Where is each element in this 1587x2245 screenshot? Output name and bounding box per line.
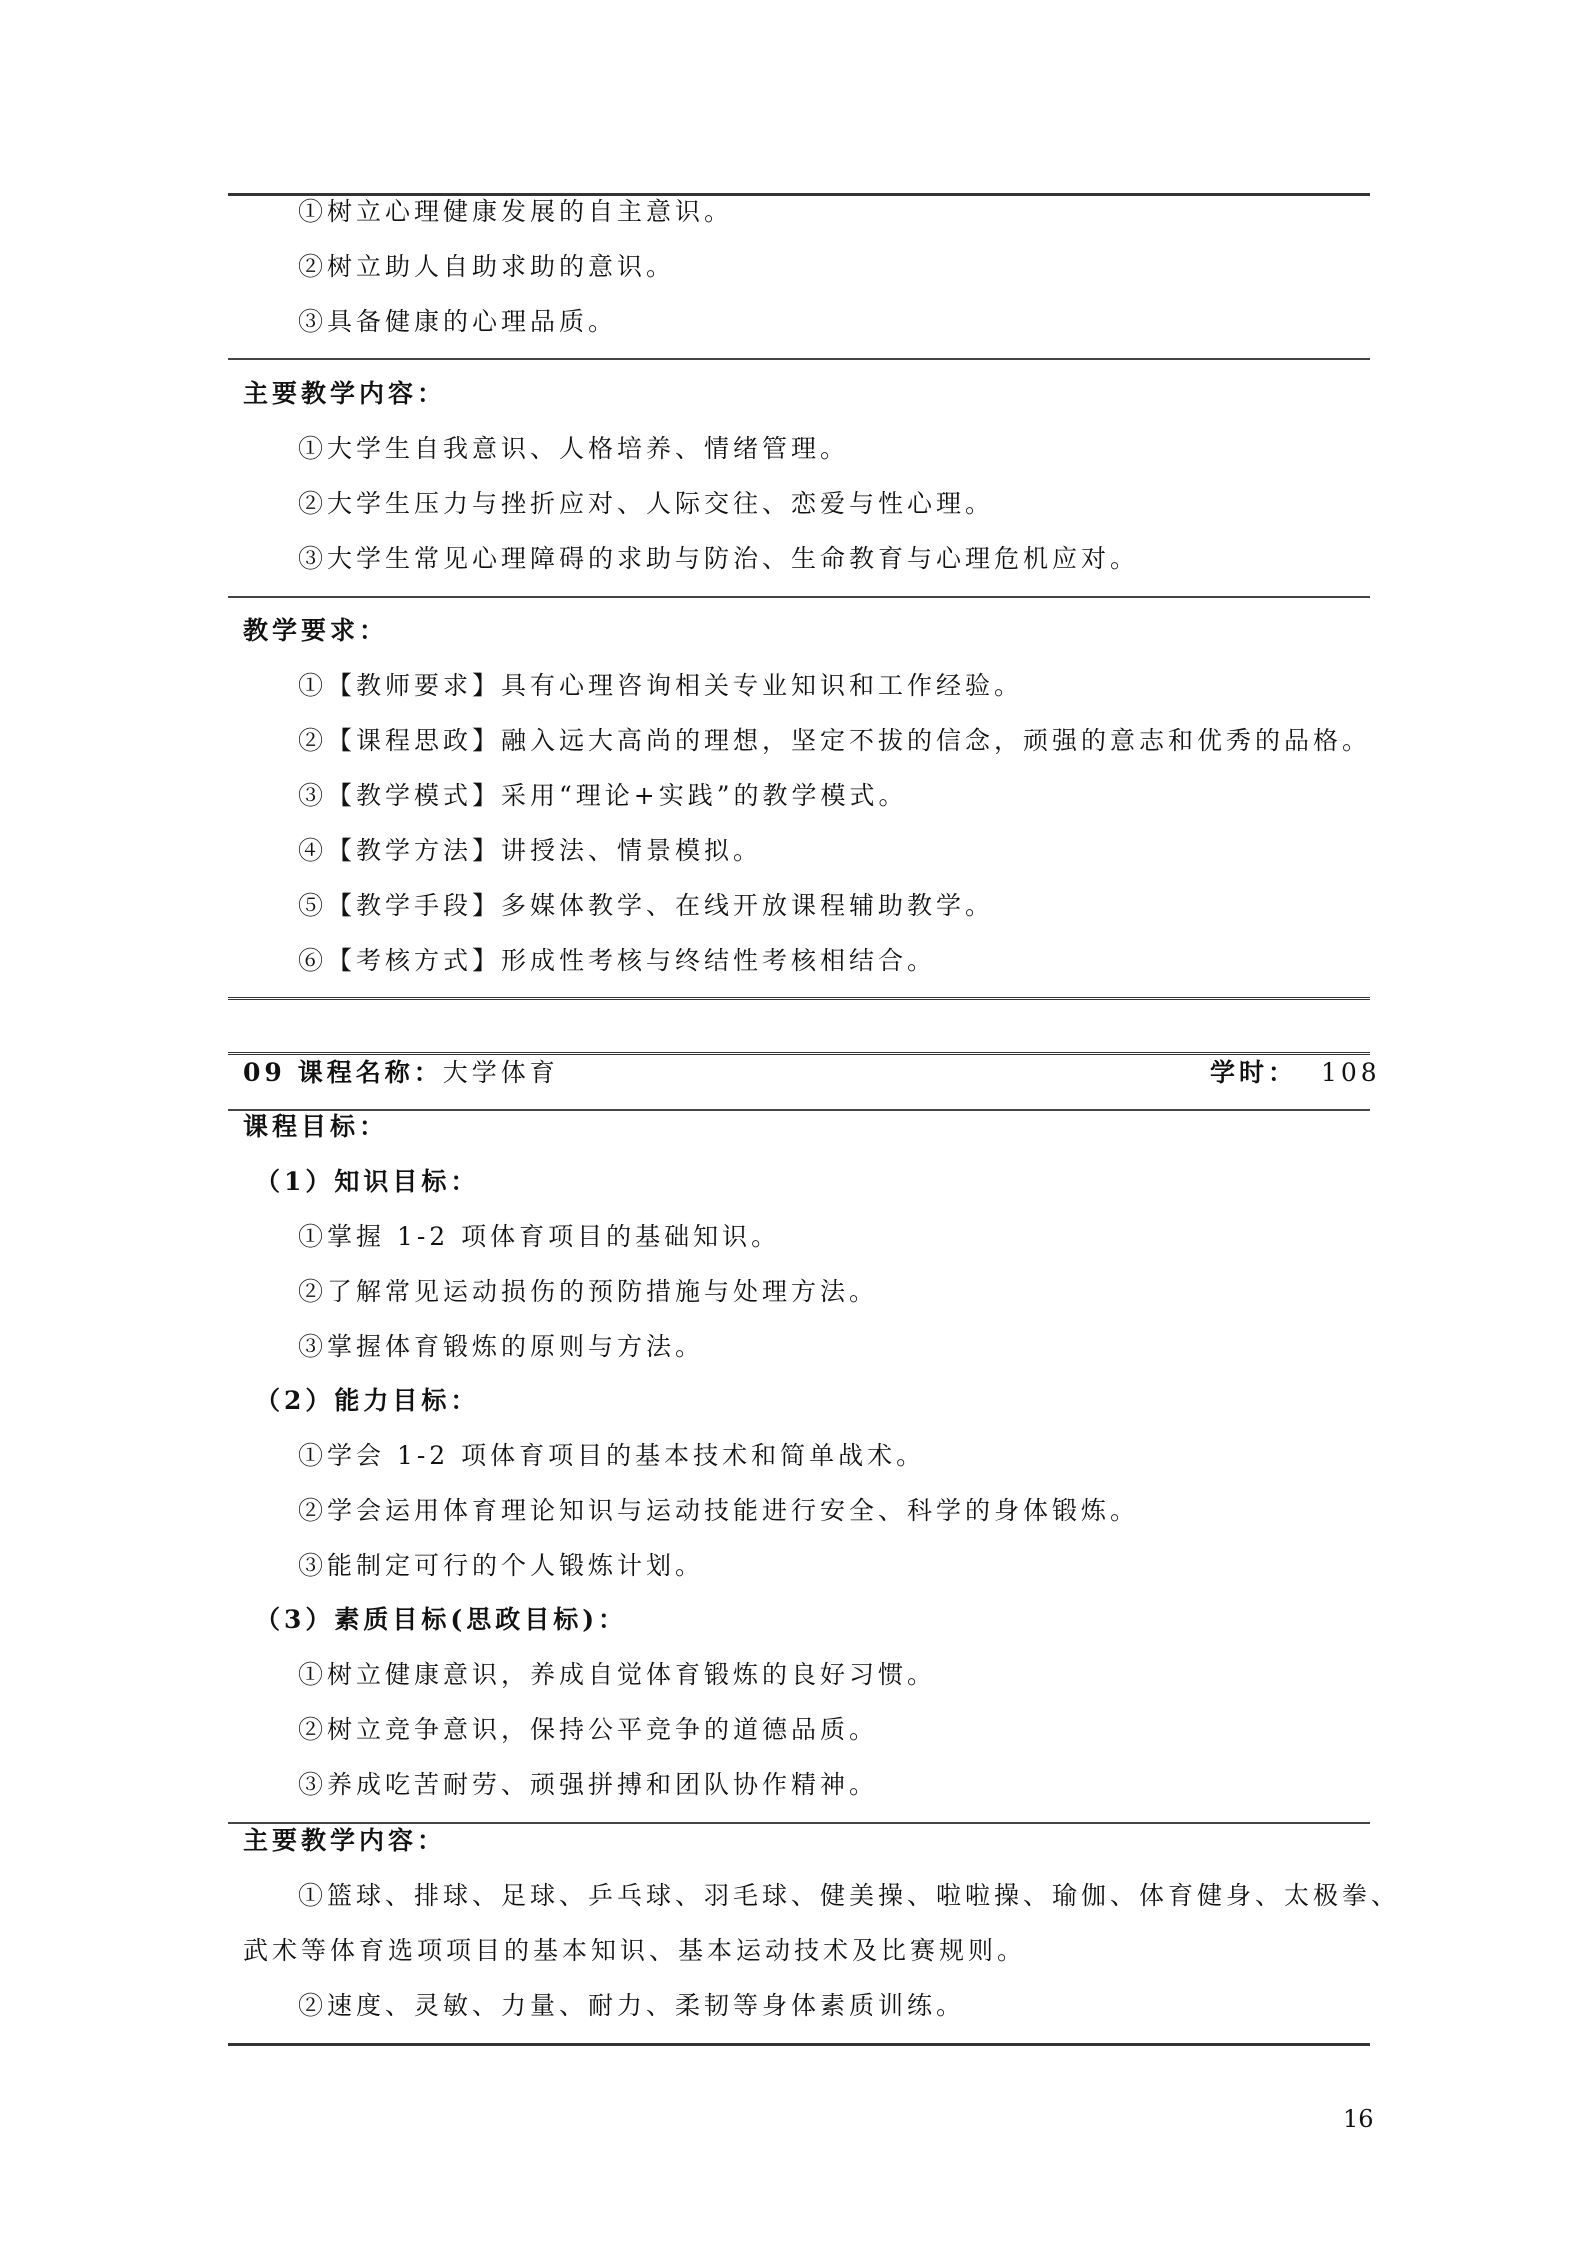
- prev-content-item-2: ②大学生压力与挫折应对、人际交往、恋爱与性心理。: [298, 489, 995, 518]
- knowledge-goal-3: ③掌握体育锻炼的原则与方法。: [298, 1332, 705, 1361]
- quality-goal-label: （3）素质目标(思政目标)：: [255, 1605, 628, 1634]
- course-hours-value: 108: [1320, 1058, 1381, 1087]
- quality-goal-3: ③养成吃苦耐劳、顽强拼搏和团队协作精神。: [298, 1770, 879, 1799]
- course-content-line-3: ②速度、灵敏、力量、耐力、柔韧等身体素质训练。: [298, 1991, 966, 2020]
- prev-content-item-1: ①大学生自我意识、人格培养、情绪管理。: [298, 434, 850, 463]
- course-header: [243, 1057, 559, 1089]
- knowledge-goal-2: ②了解常见运动损伤的预防措施与处理方法。: [298, 1277, 879, 1306]
- table-bottom-rule: [228, 997, 1370, 1000]
- prev-requirement-3: ③【教学模式】采用“理论+实践”的教学模式。: [298, 781, 908, 810]
- prev-quality-goal-3: ③具备健康的心理品质。: [298, 307, 618, 336]
- row-divider: [228, 1822, 1370, 1824]
- course-name-label: 课程名称：: [297, 1058, 443, 1087]
- ability-goal-3: ③能制定可行的个人锻炼计划。: [298, 1551, 705, 1580]
- prev-content-item-3: ③大学生常见心理障碍的求助与防治、生命教育与心理危机应对。: [298, 544, 1140, 573]
- course-table-top-rule: [228, 1052, 1370, 1055]
- course-goal-label: 课程目标：: [243, 1112, 389, 1141]
- prev-quality-goal-2: ②树立助人自助求助的意识。: [298, 252, 676, 281]
- prev-quality-goal-1: ①树立心理健康发展的自主意识。: [298, 197, 734, 226]
- course-hours: [1210, 1057, 1381, 1089]
- course-hours-label: 学时：: [1210, 1058, 1298, 1087]
- row-divider: [228, 596, 1370, 598]
- prev-requirements-label: 教学要求：: [243, 616, 389, 645]
- course-number: 09: [243, 1058, 286, 1087]
- ability-goal-1: ①学会 1-2 项体育项目的基本技术和简单战术。: [298, 1441, 926, 1470]
- prev-requirement-5: ⑤【教学手段】多媒体教学、在线开放课程辅助教学。: [298, 891, 995, 920]
- course-content-line-1: ①篮球、排球、足球、乒乓球、羽毛球、健美操、啦啦操、瑜伽、体育健身、太极拳、: [298, 1881, 1401, 1910]
- course-name: 大学体育: [442, 1058, 559, 1087]
- row-divider: [228, 358, 1370, 360]
- prev-requirement-4: ④【教学方法】讲授法、情景模拟。: [298, 836, 763, 865]
- prev-requirement-6: ⑥【考核方式】形成性考核与终结性考核相结合。: [298, 946, 937, 975]
- ability-goal-2: ②学会运用体育理论知识与运动技能进行安全、科学的身体锻炼。: [298, 1496, 1140, 1525]
- ability-goal-label: （2）能力目标：: [255, 1386, 480, 1415]
- knowledge-goal-label: （1）知识目标：: [255, 1167, 480, 1196]
- course-table-bottom-rule: [228, 2043, 1370, 2046]
- course-content-label: 主要教学内容：: [243, 1826, 447, 1855]
- prev-requirement-1: ①【教师要求】具有心理咨询相关专业知识和工作经验。: [298, 671, 1024, 700]
- quality-goal-1: ①树立健康意识，养成自觉体育锻炼的良好习惯。: [298, 1660, 937, 1689]
- course-content-line-2: 武术等体育选项项目的基本知识、基本运动技术及比赛规则。: [243, 1936, 1027, 1965]
- prev-content-label: 主要教学内容：: [243, 379, 447, 408]
- row-divider: [228, 1109, 1370, 1111]
- knowledge-goal-1: ①掌握 1-2 项体育项目的基础知识。: [298, 1222, 781, 1251]
- prev-requirement-2: ②【课程思政】融入远大高尚的理想，坚定不拔的信念，顽强的意志和优秀的品格。: [298, 726, 1372, 755]
- quality-goal-2: ②树立竞争意识，保持公平竞争的道德品质。: [298, 1715, 879, 1744]
- page-number: 16: [1343, 2105, 1374, 2133]
